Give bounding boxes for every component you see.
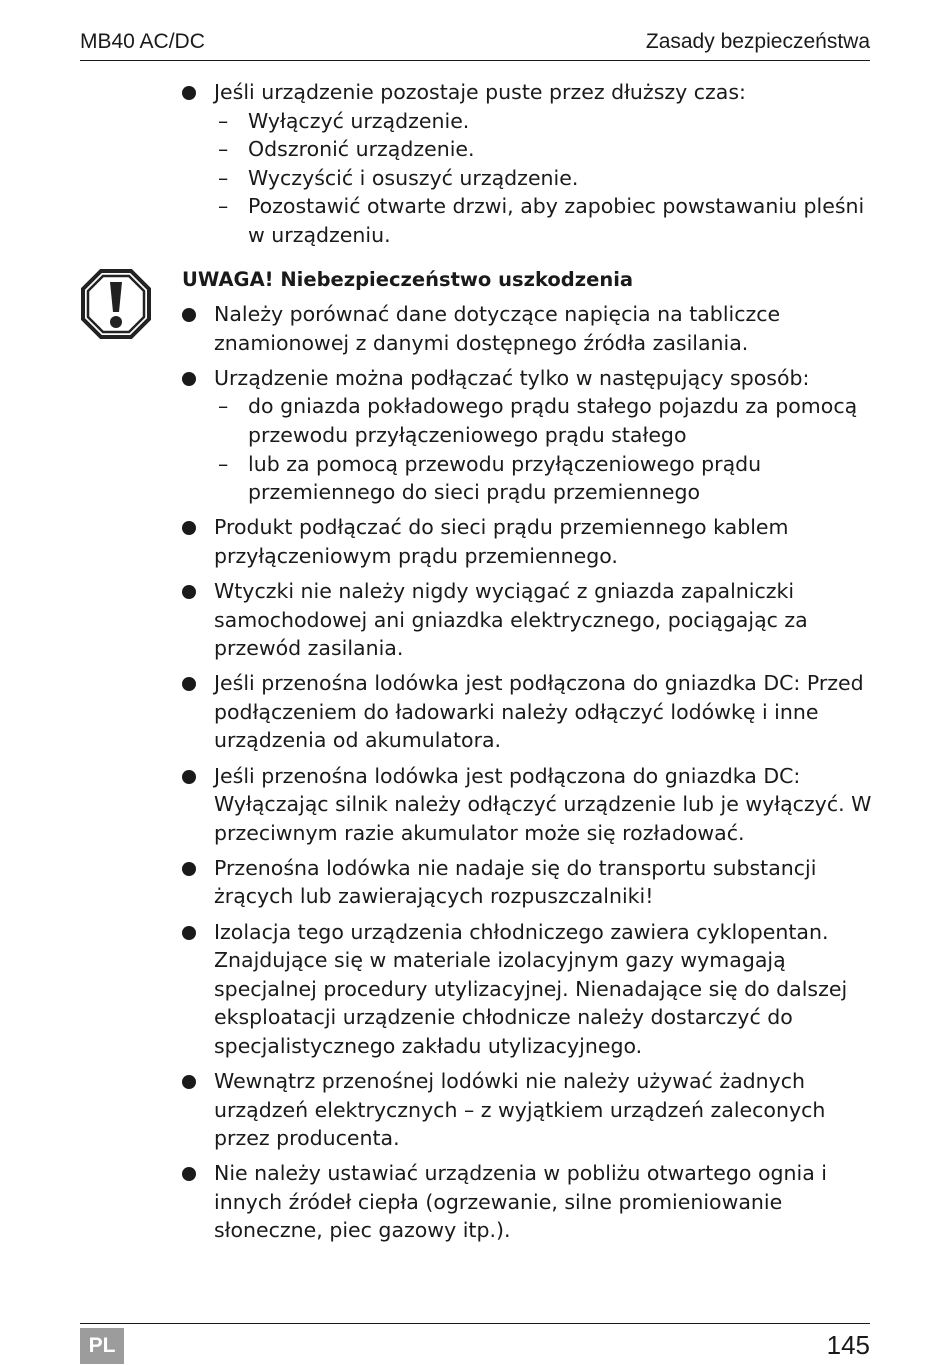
bullet-icon xyxy=(182,585,196,599)
bullet-icon xyxy=(182,86,196,100)
main-content xyxy=(182,78,882,1252)
bullet-icon xyxy=(182,372,196,386)
sub-list-item: – lub za pomocą przewodu przyłączeniowego prądu przemiennego do sieci prądu przemiennego xyxy=(218,451,762,505)
bullet-icon xyxy=(182,1075,196,1089)
list-item: Należy porównać dane dotyczące napięcia na tabliczce znamionowej z danymi dostępnego źródła zasilania. xyxy=(182,300,882,357)
list-item xyxy=(182,78,882,250)
sub-list-item: – Wyłączyć urządzenie. xyxy=(214,107,882,136)
exclamation-octagon-icon xyxy=(80,268,152,340)
list-item: Jeśli przenośna lodówka jest podłączona do gniazdka DC: Wyłączając silnik należy odłączyć urządzenie lub je wyłączyć. W przeciwnym razie akumulator może się rozładować. xyxy=(182,762,882,848)
list-item: Przenośna lodówka nie nadaje się do transportu substancji żrących lub zawierających rozpuszczalniki! xyxy=(182,854,882,911)
dash-icon: – xyxy=(218,394,229,419)
bullet-icon xyxy=(182,677,196,691)
section-title: Zasady bezpieczeństwa xyxy=(645,30,870,53)
list-item: Urządzenie można podłączać tylko w następujący sposób: – do gniazda pokładowego prądu stałego pojazdu za pomocą przewodu przyłączeniowego prądu stałego – lub za pomocą przewodu przyłączeniowego prądu przemiennego do sieci prądu przemiennego xyxy=(182,364,882,507)
sub-list xyxy=(214,107,882,250)
dash-icon: – xyxy=(218,451,229,476)
dash-icon: – xyxy=(218,137,229,162)
warning-list xyxy=(182,300,882,1245)
bullet-icon xyxy=(182,308,196,322)
list-item: Jeśli przenośna lodówka jest podłączona do gniazdka DC: Przed podłączeniem do ładowarki należy odłączyć lodówkę i inne urządzenia od akumulatora. xyxy=(182,669,882,755)
list-item: Wewnątrz przenośnej lodówki nie należy używać żadnych urządzeń elektrycznych – z wyjątkiem urządzeń zaleconych przez producenta. xyxy=(182,1067,882,1153)
bullet-icon xyxy=(182,862,196,876)
list-item: Nie należy ustawiać urządzenia w pobliżu otwartego ognia i innych źródeł ciepła (ogrzewanie, silne promieniowanie słoneczne, piec gazowy itp.). xyxy=(182,1159,882,1245)
list-item: Izolacja tego urządzenia chłodniczego zawiera cyklopentan. Znajdujące się w materiale izolacyjnym gazy wymagają specjalnej procedury utylizacyjnej. Nienadające się do dalszej eksploatacji urządzenie chłodnicze należy dostarczyć do specjalistycznego zakładu utylizacyjnego. xyxy=(182,918,882,1061)
page-number: 145 xyxy=(826,1330,870,1360)
sub-list-item: – Odszronić urządzenie. xyxy=(214,135,882,164)
language-badge: PL xyxy=(80,1328,124,1364)
bullet-icon xyxy=(182,521,196,535)
product-name: MB40 AC/DC xyxy=(80,30,205,53)
intro-list xyxy=(182,78,882,250)
list-item: Wtyczki nie należy nigdy wyciągać z gniazda zapalniczki samochodowej ani gniazdka elektrycznego, pociągając za przewód zasilania. xyxy=(182,577,882,663)
item-text: Jeśli urządzenie pozostaje puste przez dłuższy czas: xyxy=(214,80,746,104)
bullet-icon xyxy=(182,770,196,784)
bullet-icon xyxy=(182,926,196,940)
warning-title: UWAGA! Niebezpieczeństwo uszkodzenia xyxy=(182,267,634,291)
sub-list-item: – do gniazda pokładowego prądu stałego pojazdu za pomocą przewodu przyłączeniowego prądu stałego xyxy=(218,394,858,448)
sub-list-item: – Pozostawić otwarte drzwi, aby zapobiec powstawaniu pleśni w urządzeniu. xyxy=(218,194,865,247)
dash-icon: – xyxy=(218,194,229,219)
dash-icon: – xyxy=(218,165,229,190)
dash-icon: – xyxy=(218,108,229,133)
sub-list xyxy=(214,392,882,506)
page-header xyxy=(80,28,870,61)
page-footer xyxy=(80,1323,870,1366)
list-item: Produkt podłączać do sieci prądu przemiennego kablem przyłączeniowym prądu przemiennego. xyxy=(182,513,882,570)
bullet-icon xyxy=(182,1167,196,1181)
sub-list-item: – Wyczyścić i osuszyć urządzenie. xyxy=(214,164,882,193)
